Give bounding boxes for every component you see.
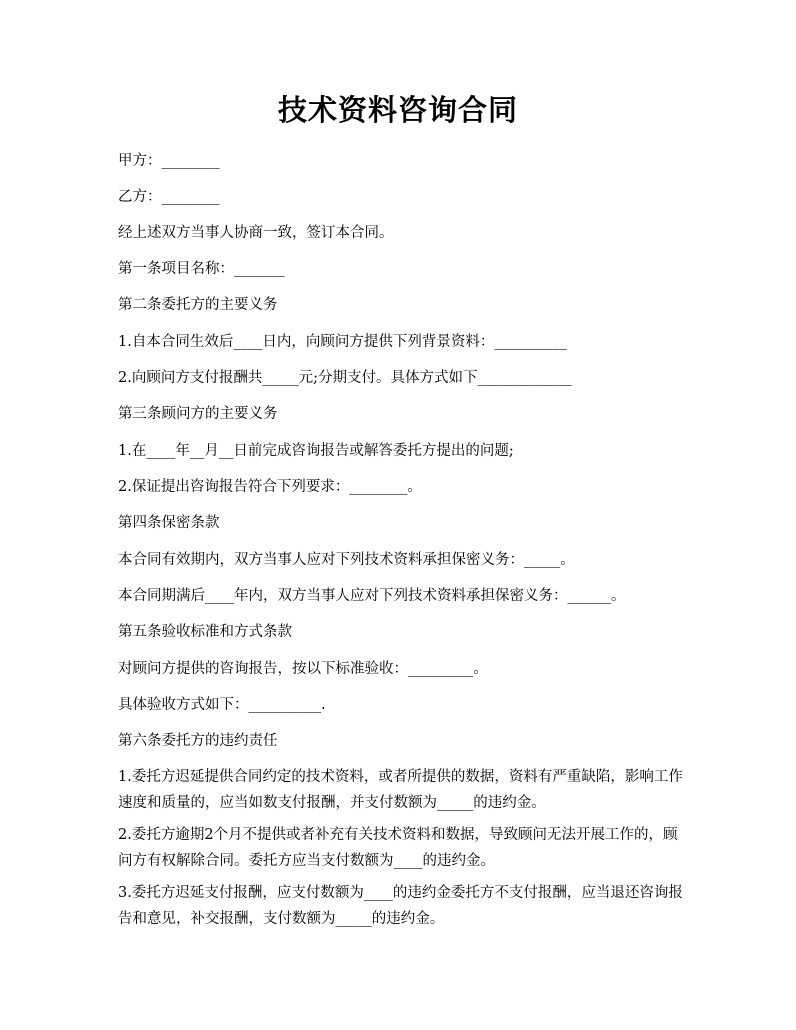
article-4-item-2: 本合同期满后____年内，双方当事人应对下列技术资料承担保密义务：______。 (118, 588, 626, 604)
article-5-item-2: 具体验收方式如下：__________. (118, 697, 326, 713)
article-5-item-1: 对顾问方提供的咨询报告，按以下标准验收：_________。 (118, 661, 488, 677)
article-2-item-2: 2.向顾问方支付报酬共_____元;分期支付。具体方式如下_____________ (118, 370, 572, 386)
article-1-project-name: 第一条项目名称：_______ (118, 261, 285, 277)
article-6-item-3: 3.委托方迟延支付报酬，应支付数额为____的违约金委托方不支付报酬，应当退还咨询报告和意见，补交报酬，支付数额为_____的违约金。 (118, 885, 683, 927)
article-6-item-2: 2.委托方逾期2个月不提供或者补充有关技术资料和数据，导致顾问无法开展工作的，顾问方有权解除合同。委托方应当支付数额为____的违约金。 (118, 827, 678, 869)
article-5-heading: 第五条验收标准和方式条款 (118, 624, 292, 640)
article-3-heading: 第三条顾问方的主要义务 (118, 406, 278, 422)
article-4-heading: 第四条保密条款 (118, 515, 220, 531)
article-3-item-1: 1.在____年__月__日前完成咨询报告或解答委托方提出的问题; (118, 443, 514, 459)
contract-title: 技术资料咨询合同 (277, 93, 518, 127)
article-3-item-2: 2.保证提出咨询报告符合下列要求：________。 (118, 479, 422, 495)
party-a-line: 甲方：________ (118, 153, 220, 169)
agreement-statement: 经上述双方当事人协商一致，签订本合同。 (118, 225, 394, 241)
party-b-line: 乙方：________ (118, 189, 220, 205)
article-6-item-1: 1.委托方迟延提供合同约定的技术资料，或者所提供的数据，资料有严重缺陷，影响工作速度和质量的，应当如数支付报酬，并支付数额为_____的违约金。 (118, 769, 683, 811)
article-2-heading: 第二条委托方的主要义务 (118, 297, 278, 313)
article-4-item-1: 本合同有效期内，双方当事人应对下列技术资料承担保密义务：_____。 (118, 552, 575, 568)
article-2-item-1: 1.自本合同生效后____日内，向顾问方提供下列背景资料：__________ (118, 334, 567, 350)
article-6-heading: 第六条委托方的违约责任 (118, 733, 278, 749)
